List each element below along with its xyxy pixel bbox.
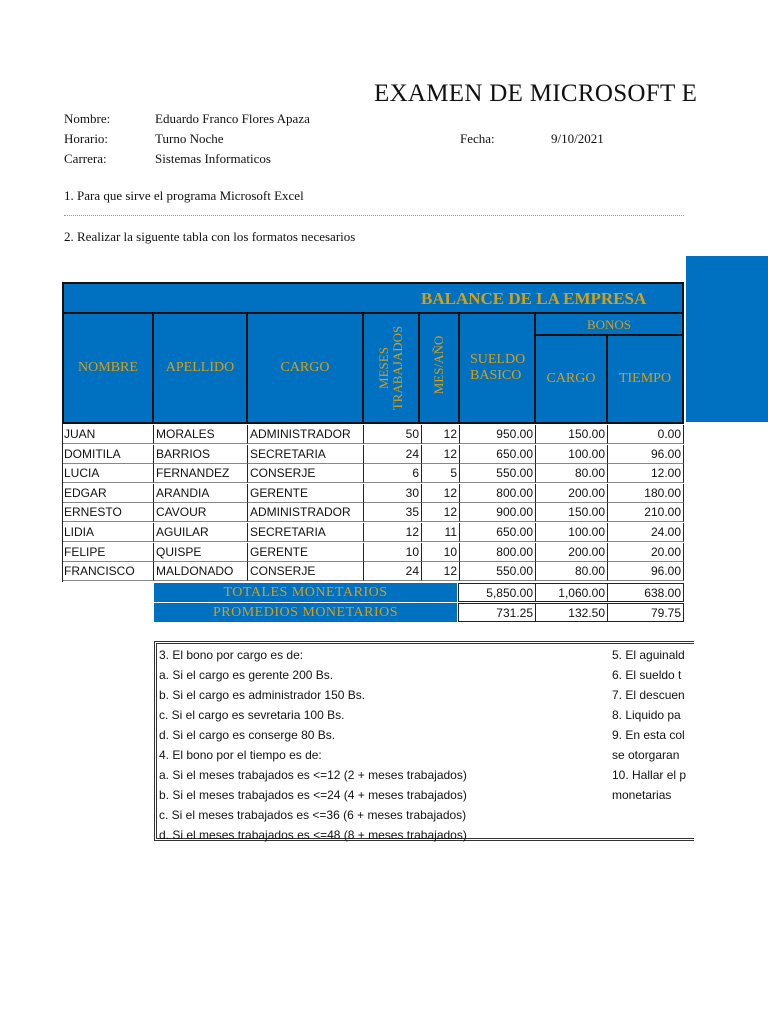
header-nombre-label: NOMBRE — [78, 360, 138, 375]
instruction-line-right: se otorgaran — [612, 748, 680, 762]
cell-sueldo: 550.00 — [460, 562, 536, 581]
cell-apellido: ARANDIA — [154, 484, 248, 503]
cell-bono-cargo: 150.00 — [536, 425, 608, 444]
cell-bono-tiempo: 0.00 — [608, 425, 684, 444]
instruction-line: c. Si el meses trabajados es <=36 (6 + meses trabajados) — [159, 808, 467, 822]
promedios-label: PROMEDIOS MONETARIOS — [154, 603, 457, 622]
instruction-line: d. Si el cargo es conserge 80 Bs. — [159, 728, 336, 742]
cell-nombre: LUCIA — [62, 464, 154, 483]
horario-value: Turno Noche — [155, 131, 224, 146]
table-row — [62, 445, 684, 464]
question-2: 2. Realizar la siguente tabla con los formatos necesarios — [64, 229, 356, 244]
header-bonos — [534, 312, 684, 336]
promedio-bono-cargo: 132.50 — [535, 603, 608, 622]
cell-apellido: AGUILAR — [154, 523, 248, 542]
table-row — [62, 464, 684, 483]
cell-mes-ano: 12 — [422, 484, 460, 503]
header-cargo — [246, 312, 364, 424]
totales-label: TOTALES MONETARIOS — [154, 583, 457, 602]
cell-meses: 50 — [364, 425, 422, 444]
cell-meses: 24 — [364, 445, 422, 464]
cell-mes-ano: 12 — [422, 425, 460, 444]
fecha-value: 9/10/2021 — [551, 131, 604, 146]
cell-mes-ano: 12 — [422, 503, 460, 522]
instruction-line-right: 8. Liquido pa — [612, 708, 681, 722]
cell-bono-cargo: 80.00 — [536, 464, 608, 483]
cell-sueldo: 950.00 — [460, 425, 536, 444]
instruction-line-right: 5. El aguinald — [612, 648, 685, 662]
cell-apellido: CAVOUR — [154, 503, 248, 522]
banner-cell — [62, 282, 684, 314]
cell-nombre: FELIPE — [62, 543, 154, 562]
header-meses-label: MESES TRABAJADOS — [376, 325, 405, 411]
cell-sueldo: 650.00 — [460, 523, 536, 542]
header-mes-ano-label: MES/AÑO — [431, 335, 446, 395]
question-1: 1. Para que sirve el programa Microsoft Excel — [64, 188, 304, 203]
cell-mes-ano: 11 — [422, 523, 460, 542]
header-sueldo-label: SUELDO BASICO — [470, 352, 526, 383]
instruction-line: d. Si el meses trabajados es <=48 (8 + meses trabajados) — [159, 828, 467, 842]
cell-meses: 10 — [364, 543, 422, 562]
cell-nombre: LIDIA — [62, 523, 154, 542]
cell-bono-tiempo: 210.00 — [608, 503, 684, 522]
instruction-line-right: 6. El sueldo t — [612, 668, 682, 682]
cell-bono-cargo: 80.00 — [536, 562, 608, 581]
instruction-line-right: 7. El descuen — [612, 688, 685, 702]
cell-meses: 24 — [364, 562, 422, 581]
header-apellido — [152, 312, 248, 424]
fecha-label: Fecha: — [460, 131, 495, 146]
banner-title: BALANCE DE LA EMPRESA — [421, 289, 647, 308]
cell-sueldo: 800.00 — [460, 484, 536, 503]
cell-cargo: ADMINISTRADOR — [248, 425, 364, 444]
instruction-line: a. Si el meses trabajados es <=12 (2 + meses trabajados) — [159, 768, 467, 782]
total-bono-tiempo: 638.00 — [607, 583, 684, 602]
instruction-line: c. Si el cargo es sevretaria 100 Bs. — [159, 708, 345, 722]
cell-bono-tiempo: 96.00 — [608, 445, 684, 464]
header-bono-cargo — [534, 334, 608, 424]
instruction-line-right: monetarias — [612, 788, 672, 802]
header-bono-tiempo — [606, 334, 684, 424]
table-row — [62, 562, 684, 581]
instruction-line: 4. El bono por el tiempo es de: — [159, 748, 322, 762]
cell-bono-tiempo: 20.00 — [608, 543, 684, 562]
total-sueldo: 5,850.00 — [458, 583, 536, 602]
cell-sueldo: 650.00 — [460, 445, 536, 464]
cell-meses: 12 — [364, 523, 422, 542]
header-bonos-label: BONOS — [586, 317, 632, 332]
cell-bono-tiempo: 24.00 — [608, 523, 684, 542]
table-row — [62, 503, 684, 522]
cell-mes-ano: 10 — [422, 543, 460, 562]
cell-cargo: SECRETARIA — [248, 523, 364, 542]
nombre-label: Nombre: — [64, 111, 111, 126]
cell-cargo: CONSERJE — [248, 464, 364, 483]
cell-bono-tiempo: 12.00 — [608, 464, 684, 483]
instruction-line-right: 9. En esta col — [612, 728, 685, 742]
cell-bono-cargo: 100.00 — [536, 523, 608, 542]
instruction-line: b. Si el meses trabajados es <=24 (4 + meses trabajados) — [159, 788, 467, 802]
header-mes-ano — [418, 312, 460, 424]
total-bono-cargo: 1,060.00 — [535, 583, 608, 602]
cell-cargo: GERENTE — [248, 543, 364, 562]
answer-dotted-line — [64, 215, 684, 216]
cell-cargo: GERENTE — [248, 484, 364, 503]
promedio-sueldo: 731.25 — [458, 603, 536, 622]
carrera-value: Sistemas Informaticos — [155, 151, 271, 166]
instruction-line: b. Si el cargo es administrador 150 Bs. — [159, 688, 366, 702]
cell-bono-tiempo: 96.00 — [608, 562, 684, 581]
cell-apellido: FERNANDEZ — [154, 464, 248, 483]
cell-nombre: ERNESTO — [62, 503, 154, 522]
promedio-bono-tiempo: 79.75 — [607, 603, 684, 622]
cell-apellido: MALDONADO — [154, 562, 248, 581]
cell-bono-cargo: 100.00 — [536, 445, 608, 464]
cell-mes-ano: 5 — [422, 464, 460, 483]
instruction-line: a. Si el cargo es gerente 200 Bs. — [159, 668, 334, 682]
cell-nombre: FRANCISCO — [62, 562, 154, 581]
cell-bono-cargo: 200.00 — [536, 484, 608, 503]
header-cargo-label: CARGO — [280, 360, 330, 375]
header-sueldo — [458, 312, 536, 424]
table-left-border — [62, 424, 63, 582]
cell-nombre: DOMITILA — [62, 445, 154, 464]
cell-bono-tiempo: 180.00 — [608, 484, 684, 503]
cell-apellido: QUISPE — [154, 543, 248, 562]
instruction-line: 3. El bono por cargo es de: — [159, 648, 304, 662]
page-title: EXAMEN DE MICROSOFT E — [374, 80, 698, 107]
header-apellido-label: APELLIDO — [165, 360, 235, 375]
cell-meses: 35 — [364, 503, 422, 522]
table-row — [62, 484, 684, 503]
cell-sueldo: 550.00 — [460, 464, 536, 483]
cell-apellido: MORALES — [154, 425, 248, 444]
instruction-line-right: 10. Hallar el p — [612, 768, 687, 782]
cell-sueldo: 800.00 — [460, 543, 536, 562]
cell-cargo: CONSERJE — [248, 562, 364, 581]
instructions-box — [154, 641, 694, 841]
table-row — [62, 523, 684, 542]
nombre-value: Eduardo Franco Flores Apaza — [155, 111, 310, 126]
cell-bono-cargo: 200.00 — [536, 543, 608, 562]
header-meses — [362, 312, 420, 424]
header-nombre — [62, 312, 154, 424]
cell-apellido: BARRIOS — [154, 445, 248, 464]
cell-meses: 30 — [364, 484, 422, 503]
blue-band — [686, 256, 768, 422]
cell-mes-ano: 12 — [422, 562, 460, 581]
table-row — [62, 543, 684, 562]
horario-label: Horario: — [64, 131, 109, 146]
cell-sueldo: 900.00 — [460, 503, 536, 522]
cell-mes-ano: 12 — [422, 445, 460, 464]
cell-nombre: EDGAR — [62, 484, 154, 503]
cell-bono-cargo: 150.00 — [536, 503, 608, 522]
header-bono-tiempo-label: TIEMPO — [618, 371, 672, 386]
carrera-label: Carrera: — [64, 151, 107, 166]
cell-nombre: JUAN — [62, 425, 154, 444]
cell-cargo: SECRETARIA — [248, 445, 364, 464]
cell-meses: 6 — [364, 464, 422, 483]
table-row — [62, 425, 684, 444]
header-bono-cargo-label: CARGO — [546, 371, 596, 386]
cell-cargo: ADMINISTRADOR — [248, 503, 364, 522]
